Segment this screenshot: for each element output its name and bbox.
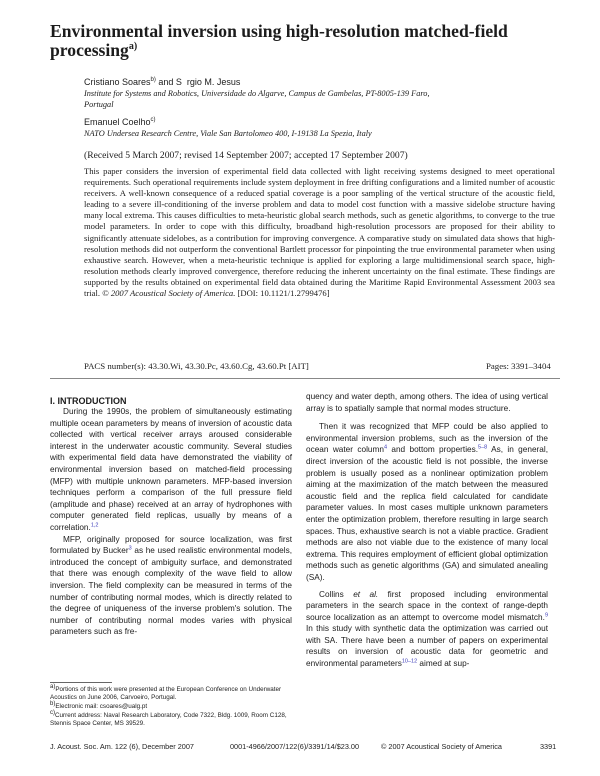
footnote-a-label: a) [50,683,56,690]
footnote-c [50,709,294,728]
citation-link[interactable]: 9 [544,611,548,618]
footnote-b-text[interactable]: Electronic mail: csoares@ualg.pt [55,703,148,710]
footnote-a-text: Portions of this work were presented at the European Conference on Underwater Acoustics on June 2006, Carvoeiro, Portugal. [50,686,282,702]
author-coelho-note: c) [150,117,156,123]
pacs-numbers: PACS number(s): 43.30.Wi, 43.30.Pc, 43.60.Cg, 43.60.Pt [AIT] [84,361,309,371]
authors-line-1 [84,76,240,88]
affiliation-1-country: Portugal [84,100,114,109]
title-footnote-mark: a) [128,41,138,53]
affiliation-2: NATO Undersea Research Centre, Viale San Bartolomeo 400, I-19138 La Spezia, Italy [84,129,372,138]
intro-paragraph-4-text-b: and bottom properties. [387,445,479,455]
doi-link[interactable]: [DOI: 10.1121/1.2799476] [237,288,330,299]
intro-paragraph-4-text-a: Then it was recognized that MFP could be also applied to environmental inversion problems, such as the inversion of the ocean water column [306,422,548,455]
intro-paragraph-5-text-c: In this study with synthetic data the optimization was carried out with SA. There have been a number of papers on experimental results on inversion of acoustic data for geometric and environmental parameters [306,624,548,669]
footer-page-number: 3391 [540,742,557,751]
footnote-a [50,683,294,702]
abstract [84,166,555,299]
footer-journal: J. Acoust. Soc. Am. 122 (6), December 2007 [50,742,194,751]
et-al: et al. [353,589,379,599]
affiliation-1 [84,88,554,110]
section-heading: I. INTRODUCTION [50,396,127,406]
page-range: Pages: 3391–3404 [486,361,551,371]
intro-paragraph-4-text-c: As, in general, direct inversion of the acoustic field is not possible, the inverse problem is usually posed as a nonlinear optimization problem aiming at the maximization of the match between the measured acoustic field and the replica field calculated for candidate parameter values. In most cases multiple unknown parameters enter the optimization problem, therefore resulting in large search spaces. Thus, exhaustive search is not a viable practice. Gradient methods are also not viable due to the existence of many local extrema. This requires employment of efficient global optimization methods such as genetic algorithms (GA) and simulated anealing (SA). [306,445,548,582]
intro-paragraph-2-text-b: as he used realistic environmental models, introduced the concept of ambiguity surface, and demonstrated that there was enough complexity of the wave field to allow inversion. The field complexity can be measured in terms of the number of contributing normal modes, which is directly related to the degree of uniqueness of the inverse problem's solution. The number of contributing normal modes varies with physical parameters such as fre- [50,546,292,637]
footer-copyright: © 2007 Acoustical Society of America [381,742,502,751]
footnote-c-label: c) [50,709,55,716]
paper-title-text: Environmental inversion using high-resolution matched-field processing [50,21,508,60]
section-divider [50,378,560,379]
intro-paragraph-5-text-b: first proposed including environmental parameters in the search space in the context of range-depth source localization as an attempt to overcome model mismatch. [306,589,548,622]
intro-paragraph-2 [50,534,292,638]
citation-link[interactable]: 10–12 [401,658,418,665]
abstract-text: This paper considers the inversion of experimental field data collected with light receiving systems designed to meet operational requirements. Such operational requirements include system deployment in free drifting configurations and a limited number of acoustic receivers. A well-known consequence of a reduced spatial coverage is a poor sampling of the vertical structure of the acoustic field, leading to a severe ill-conditioning of the inverse problem and data to model cost function with a massive sidelobe structure having many local extrema. This causes difficulties to meta-heuristic global search methods, such as genetic algorithms, to converge to the true model parameters. In order to cope with this difficulty, broadband high-resolution processors are proposed for their ability to significantly attenuate sidelobes, as a contribution for improving convergence. A comparative study on simulated data shows that high-resolution methods did not outperform the conventional Bartlett processor for pinpointing the true environmental parameter when using exhaustive search. However, when a meta-heuristic technique is applied for exploring a large multidimensional search space, high-resolution methods clearly improved convergence, therefore reducing the inherent uncertainty on the final estimate. These findings are supported by the results obtained on experimental field data obtained during the Maritime Rapid Environmental Assessment 2003 sea trial. [84,166,555,299]
citation-link[interactable]: 1,2 [90,522,99,529]
intro-paragraph-5-text-a: Collins [319,589,354,599]
author-coelho: Emanuel Coelho [84,117,151,127]
body-column-left [50,406,292,638]
intro-paragraph-4 [306,421,548,583]
intro-paragraph-2-text-a: MFP, originally proposed for source localization, was first formulated by Bucker [50,534,292,556]
author-soares-note: b) [150,77,156,83]
footer-code: 0001-4966/2007/122(6)/3391/14/$23.00 [230,742,360,751]
footnote-b [50,700,294,711]
intro-paragraph-5 [306,589,548,670]
footnote-divider [50,682,112,683]
author-conjunction: and S [155,77,182,87]
body-column-right [306,391,548,670]
intro-paragraph-1-text: During the 1990s, the problem of simultaneously estimating multiple ocean parameters by means of inversion of acoustic data collected with vertical receiver arrays aroused considerable interest in the underwater acoustic community. Several studies with experimental field data have demonstrated the viability of environmental inversion based on matched-field processing (MFP) with multiple unknown parameters. MFP-based inversion techniques perform a comparison of the full pressure field (amplitude and phase) received at an array of hydrophones with computer generated field replicas, usually by means of a correlation. [50,407,292,532]
paper-title [50,22,560,60]
footnote-b-label: b) [50,700,56,707]
author-soares: Cristiano Soares [84,77,151,87]
intro-paragraph-3: quency and water depth, among others. The idea of using vertical array is to spatially sample that normal modes structure. [306,392,548,413]
author-jesus: rgio M. Jesus [186,77,241,87]
intro-paragraph-5-text-d: aimed at sup- [417,659,470,669]
authors-line-2 [84,116,156,128]
citation-link[interactable]: 4 [383,444,388,451]
intro-paragraph-1 [50,406,292,534]
citation-link[interactable]: 3 [128,545,132,552]
footnote-c-text: Current address: Naval Research Laboratory, Code 7322, Bldg. 1009, Room C128, Stennis Space Center, MS 39529. [50,712,287,728]
affiliation-1-line: Institute for Systems and Robotics, Universidade do Algarve, Campus de Gambelas, PT-8005-139 Faro, [84,89,430,98]
citation-link[interactable]: 5–8 [478,444,488,451]
received-dates: (Received 5 March 2007; revised 14 September 2007; accepted 17 September 2007) [84,150,408,161]
abstract-copyright: © 2007 Acoustical Society of America. [102,288,236,299]
